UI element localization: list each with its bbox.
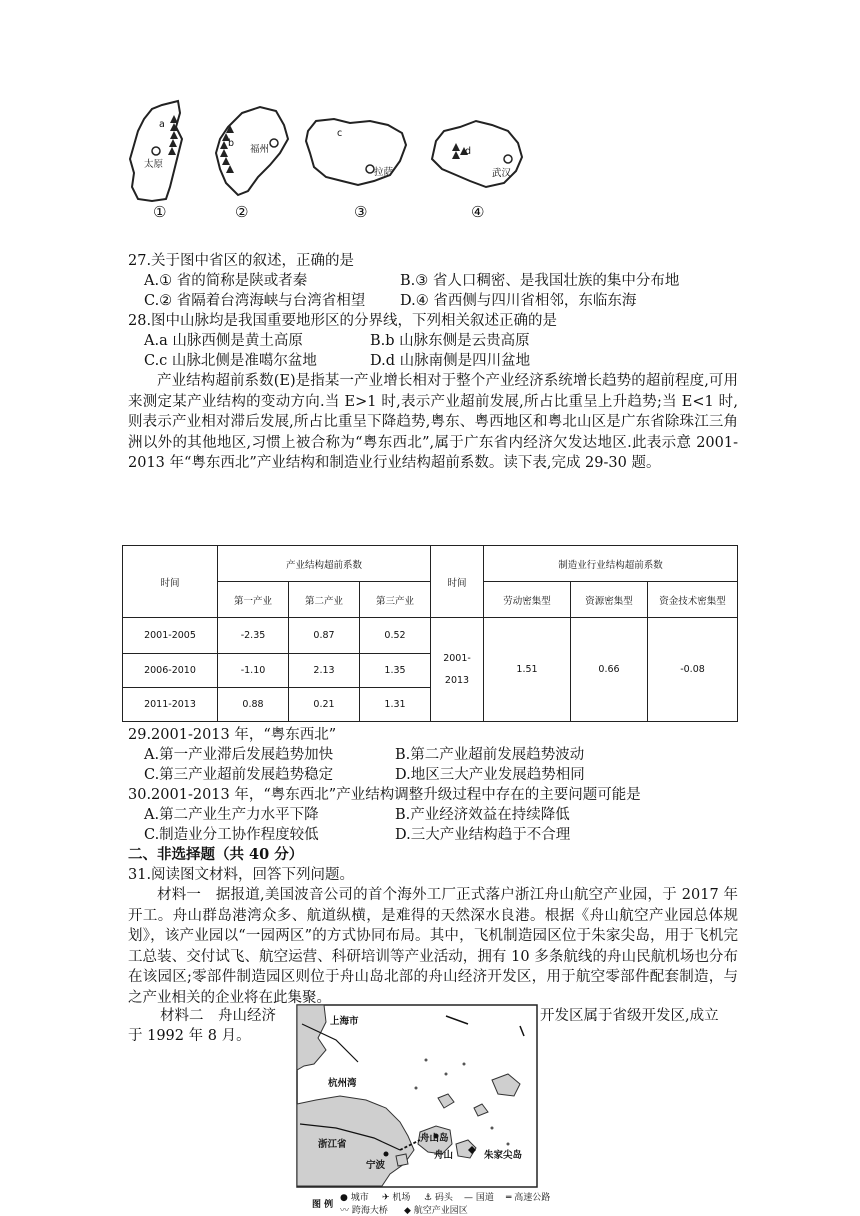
intro-paragraph: 产业结构超前系数(E)是指某一产业增长相对于整个产业经济系统增长趋势的超前程度,可用来测定某产业结构的变动方向.当 E>1 时,表示产业超前发展,所占比重呈上升趋势;当 E<1 时,则表示产业相对滞后发展,所占比重呈下降趋势,粤东、粤西地区和粤北山区是广东省除珠江三角洲以外的其他地区,习惯上被合称为“粤东西北”,属于广东省内经济欠发达地区.此表示意 2001-2013 年“粤东西北”产业结构和制造业行业结构超前系数。读下表,完成 29-30 题。 [128,373,738,471]
legend-aviation-park: ◆ 航空产业园区 [404,1206,468,1216]
legend-national-road: — 国道 [464,1193,494,1203]
table-cell: -1.10 [218,654,289,688]
table-cell-mfg-time [431,618,484,722]
q28-option-b: B.b 山脉东侧是云贵高原 [370,333,530,349]
material-2-part-b: 开发区属于省级开发区,成立 [540,1008,719,1024]
mfg-time-end: 2013 [444,675,470,686]
q28-stem: 28.图中山脉均是我国重要地形区的分界线，下列相关叙述正确的是 [128,313,558,329]
mountain-range-a [168,115,178,155]
city-marker [366,165,374,173]
q30-option-c: C.制造业分工协作程度较低 [144,827,319,843]
table-cell: 2011-2013 [123,688,218,722]
table-cell: 0.87 [289,618,360,654]
mountain-label-b: b [228,138,235,149]
mountain-label-d: d [465,146,472,157]
table-cell: 2001-2005 [123,618,218,654]
table-cell: 0.52 [360,618,431,654]
city-label-lhasa: 拉萨 [374,167,394,178]
q29-option-a: A.第一产业滞后发展趋势加快 [144,747,334,763]
q30-option-b: B.产业经济效益在持续降低 [395,807,570,823]
mountain-label-c: c [337,128,343,139]
q27-option-d: D.④ 省西侧与四川省相邻，东临东海 [400,293,637,309]
table-cell: -0.08 [648,618,738,722]
section-heading: 二、非选择题（共 40 分） [128,846,304,863]
table-cell: -2.35 [218,618,289,654]
map-label-zhoushan: 舟山 [434,1150,454,1161]
table-header-mfg: 制造业行业结构超前系数 [484,546,738,582]
legend-expressway: ═ 高速公路 [506,1193,551,1203]
legend-title: 图 例 [312,1200,334,1210]
mfg-time-start: 2001- [443,653,471,664]
city-marker [270,139,278,147]
q28-option-d: D.d 山脉南侧是四川盆地 [370,353,531,369]
table-cell: 1.35 [360,654,431,688]
material-2-part-a: 材料二 舟山经济 [160,1008,276,1024]
q27-option-c: C.② 省隔着台湾海峡与台湾省相望 [144,293,366,309]
material-1: 材料一 据报道,美国波音公司的首个海外工厂正式落户浙江舟山航空产业园，于 2017 年开工。舟山群岛港湾众多、航道纵横，是难得的天然深水良港。根据《舟山航空产业园总体规划》，该产业园以“一园两区”的方式协同布局。其中，飞机制造园区位于朱家尖岛，用于飞机完工总装、交付试飞、航空运营、科研培训等产业活动，拥有 10 多条航线的舟山民航机场也分布在该园区;零部件制造园区则位于舟山岛北部的舟山经济开发区，用于航空零部件配套制造，与之产业相关的企业将在此集聚。 [128,887,738,1006]
map-label-zhujiajian: 朱家尖岛 [484,1150,523,1161]
map-label-shanghai: 上海市 [330,1016,359,1027]
table-col-resource: 资源密集型 [571,582,648,618]
table-cell: 0.66 [571,618,648,722]
legend-port: ⚓ 码头 [424,1193,453,1203]
map-number-3: ③ [354,203,368,221]
map-label-zhejiang: 浙江省 [318,1139,347,1150]
legend-sea-bridge: 〰 跨海大桥 [340,1206,388,1216]
table-col-secondary: 第二产业 [289,582,360,618]
legend-airport: ✈ 机场 [382,1193,411,1203]
province-map-1 [130,101,182,201]
table-cell: 0.21 [289,688,360,722]
table-header-industry: 产业结构超前系数 [218,546,431,582]
map-label-zhoushan-island: 舟山岛 [420,1133,449,1144]
table-col-primary: 第一产业 [218,582,289,618]
q29-option-c: C.第三产业超前发展趋势稳定 [144,767,334,783]
q30-stem: 30.2001-2013 年，“粤东西北”产业结构调整升级过程中存在的主要问题可能是 [128,787,641,803]
table-cell: 2006-2010 [123,654,218,688]
city-dot [384,1152,389,1157]
table-cell: 2.13 [289,654,360,688]
mountain-range-b [220,125,234,173]
q27-option-a: A.① 省的简称是陕或者秦 [144,273,308,289]
mountain-label-a: a [159,119,165,130]
q29-option-b: B.第二产业超前发展趋势波动 [395,747,585,763]
map-label-ningbo: 宁波 [366,1160,386,1171]
table-header-time: 时间 [123,546,218,618]
map-number-1: ① [153,203,167,221]
city-label-fuzhou: 福州 [250,144,270,155]
map-number-4: ④ [471,203,485,221]
city-label-wuhan: 武汉 [492,168,512,179]
map-label-hangzhou-bay: 杭州湾 [328,1078,357,1089]
table-header-time-2: 时间 [431,546,484,618]
q30-option-d: D.三大产业结构趋于不合理 [395,827,571,843]
q31-stem: 31.阅读图文材料，回答下列问题。 [128,867,355,883]
q29-option-d: D.地区三大产业发展趋势相同 [395,767,585,783]
q28-option-c: C.c 山脉北侧是准噶尔盆地 [144,353,317,369]
city-label-taiyuan: 太原 [144,159,164,170]
q27-option-b: B.③ 省人口稠密、是我国壮族的集中分布地 [400,273,680,289]
table-cell: 0.88 [218,688,289,722]
q29-stem: 29.2001-2013 年，“粤东西北” [128,727,337,743]
table-col-tertiary: 第三产业 [360,582,431,618]
table-cell: 1.51 [484,618,571,722]
table-col-labor: 劳动密集型 [484,582,571,618]
table-cell: 1.31 [360,688,431,722]
city-marker [152,147,160,155]
q27-stem: 27.关于图中省区的叙述，正确的是 [128,253,355,269]
table-row [123,618,738,654]
map-number-2: ② [235,203,249,221]
q30-option-a: A.第二产业生产力水平下降 [144,807,319,823]
city-marker [504,155,512,163]
coefficient-table [122,545,738,722]
table-col-capital: 资金技术密集型 [648,582,738,618]
legend-city: ● 城市 [340,1193,369,1203]
material-2-part-c: 于 1992 年 8 月。 [128,1028,251,1044]
q28-option-a: A.a 山脉西侧是黄土高原 [144,333,303,349]
